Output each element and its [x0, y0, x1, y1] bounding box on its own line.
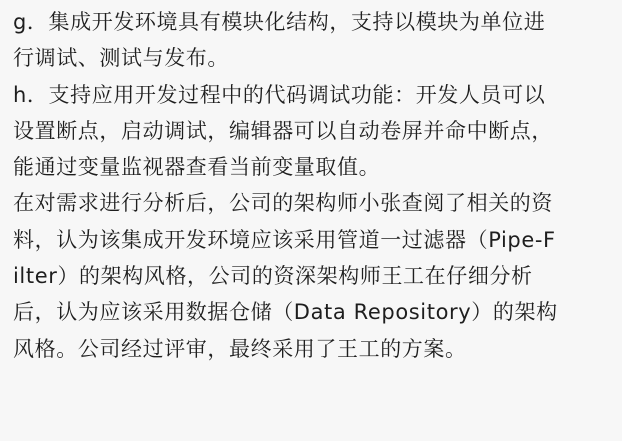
text-line: 在对需求进行分析后，公司的架构师小张查阅了相关的资 [13, 191, 553, 216]
text-line: 行调试、测试与发布。 [13, 46, 229, 71]
text-line: g．集成开发环境具有模块化结构，支持以模块为单位进 [13, 10, 546, 34]
text-line: h．支持应用开发过程中的代码调试功能：开发人员可以 [13, 82, 546, 107]
document-body [13, 4, 618, 367]
text-line: ilter）的架构风格，公司的资深架构师王工在仔细分析 [13, 264, 533, 289]
text-line: 风格。公司经过评审，最终采用了王工的方案。 [13, 336, 467, 361]
text-line: 设置断点，启动调试，编辑器可以自动卷屏并命中断点， [13, 118, 553, 143]
text-line: 能通过变量监视器查看当前变量取值。 [13, 155, 381, 180]
text-line: 后，认为应该采用数据仓储（Data Repository）的架构 [13, 300, 558, 325]
text-line: 料，认为该集成开发环境应该采用管道一过滤器（Pipe-F [13, 227, 556, 252]
